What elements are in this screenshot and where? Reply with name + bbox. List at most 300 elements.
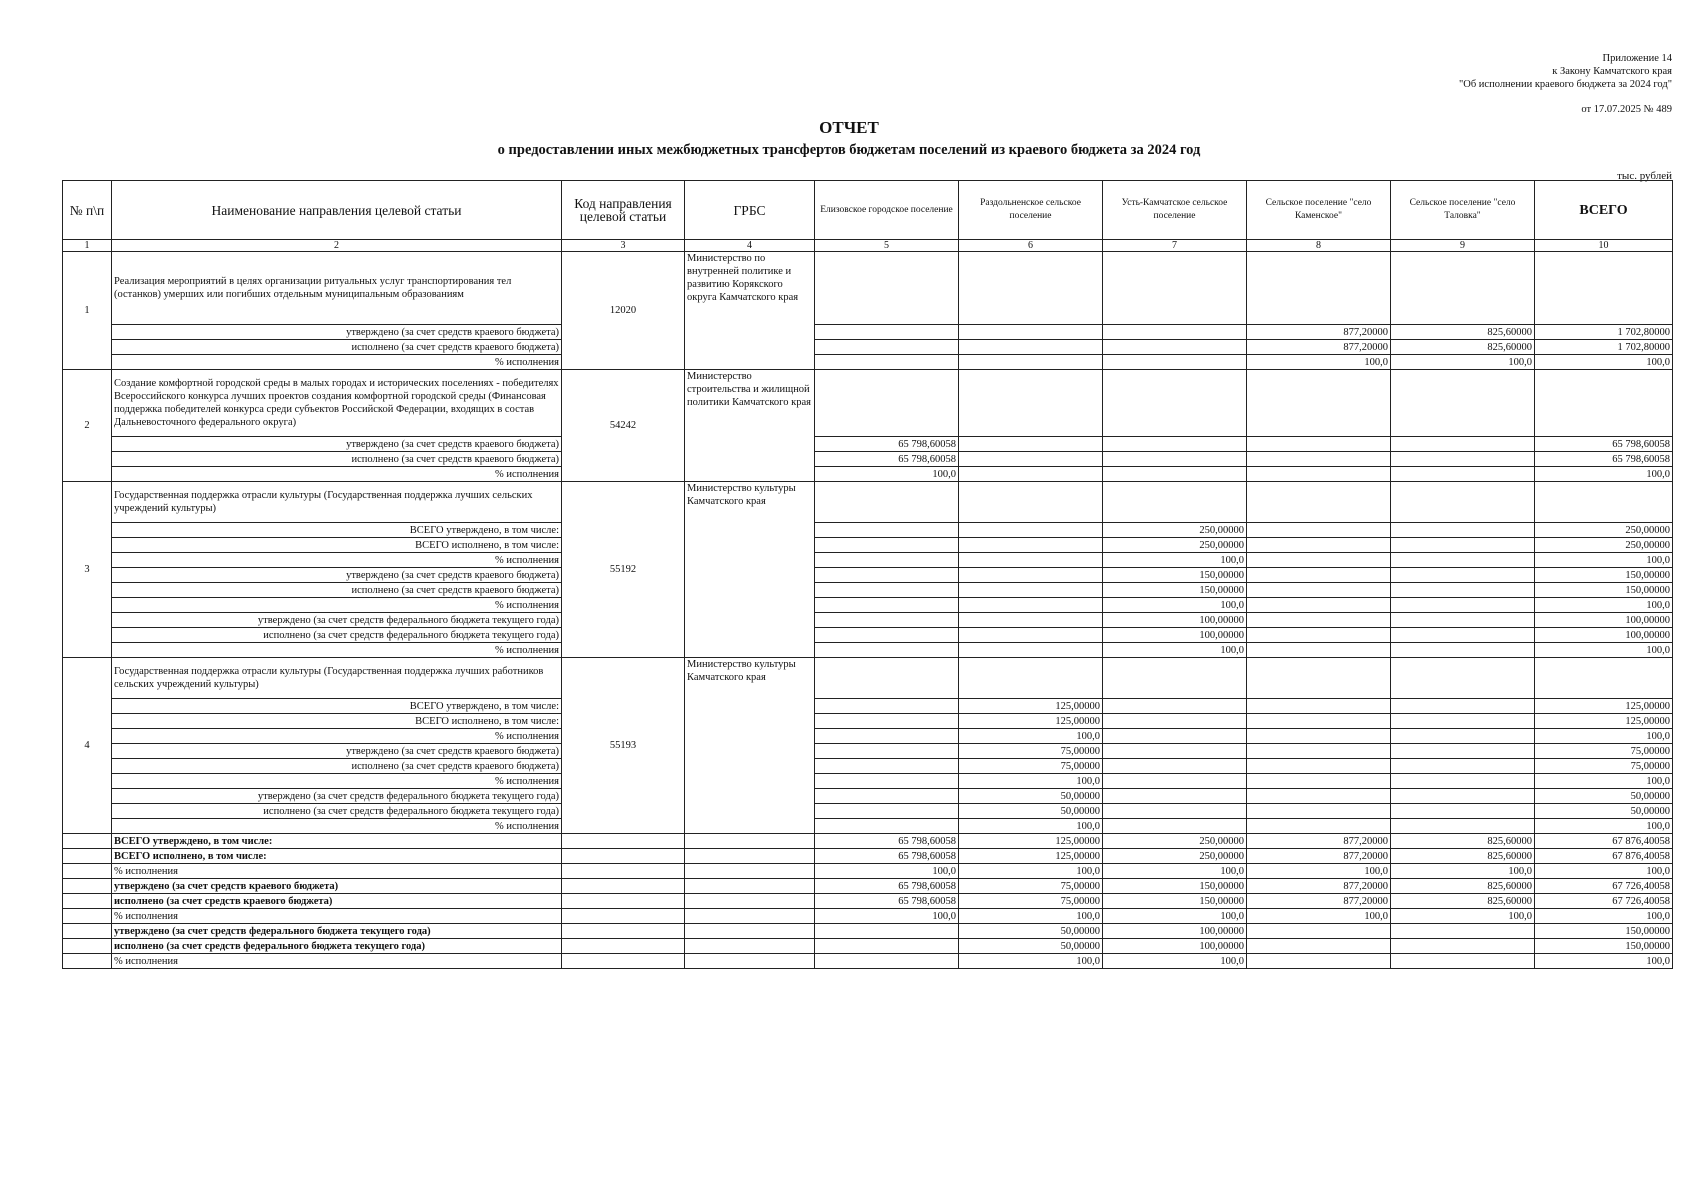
ust-kamchatsk-value: 100,0 bbox=[1103, 598, 1247, 613]
total-indicator: исполнено (за счет средств федерального бюджета текущего года) bbox=[112, 939, 562, 954]
razdolny-value bbox=[959, 437, 1103, 452]
razdolny-value: 50,00000 bbox=[959, 924, 1103, 939]
razdolny-value bbox=[959, 452, 1103, 467]
report-body bbox=[63, 252, 1673, 969]
total-value: 50,00000 bbox=[1535, 789, 1673, 804]
units-label: тыс. рублей bbox=[1617, 170, 1672, 182]
row-indicator: утверждено (за счет средств краевого бюджета) bbox=[112, 437, 562, 452]
elizovo-value bbox=[815, 628, 959, 643]
empty-cell bbox=[1535, 370, 1673, 437]
talovka-value: 100,0 bbox=[1391, 909, 1535, 924]
talovka-value bbox=[1391, 744, 1535, 759]
total-value: 1 702,80000 bbox=[1535, 325, 1673, 340]
ust-kamchatsk-value: 150,00000 bbox=[1103, 568, 1247, 583]
talovka-value bbox=[1391, 699, 1535, 714]
razdolny-value: 75,00000 bbox=[959, 744, 1103, 759]
table-row bbox=[63, 583, 1673, 598]
elizovo-value: 65 798,60058 bbox=[815, 879, 959, 894]
row-indicator: % исполнения bbox=[112, 819, 562, 834]
kamenskoye-value: 877,20000 bbox=[1247, 849, 1391, 864]
ust-kamchatsk-value: 100,0 bbox=[1103, 909, 1247, 924]
row-indicator: % исполнения bbox=[112, 774, 562, 789]
kamenskoye-value bbox=[1247, 568, 1391, 583]
table-row bbox=[63, 744, 1673, 759]
kamenskoye-value bbox=[1247, 729, 1391, 744]
kamenskoye-value: 877,20000 bbox=[1247, 340, 1391, 355]
total-value: 250,00000 bbox=[1535, 523, 1673, 538]
razdolny-value bbox=[959, 643, 1103, 658]
razdolny-value: 100,0 bbox=[959, 909, 1103, 924]
talovka-value: 825,60000 bbox=[1391, 834, 1535, 849]
annex-line: Приложение 14 bbox=[1602, 53, 1672, 64]
total-row bbox=[63, 879, 1673, 894]
ust-kamchatsk-value: 150,00000 bbox=[1103, 583, 1247, 598]
total-indicator: % исполнения bbox=[112, 864, 562, 879]
elizovo-value bbox=[815, 325, 959, 340]
talovka-value bbox=[1391, 538, 1535, 553]
total-value: 100,0 bbox=[1535, 864, 1673, 879]
column-number: 3 bbox=[562, 240, 685, 252]
talovka-value bbox=[1391, 954, 1535, 969]
section-row bbox=[63, 370, 1673, 437]
talovka-value bbox=[1391, 452, 1535, 467]
empty-cell bbox=[685, 834, 815, 849]
razdolny-value: 125,00000 bbox=[959, 699, 1103, 714]
empty-cell bbox=[562, 939, 685, 954]
ust-kamchatsk-value bbox=[1103, 467, 1247, 482]
razdolny-value: 100,0 bbox=[959, 774, 1103, 789]
total-row bbox=[63, 954, 1673, 969]
razdolny-value: 125,00000 bbox=[959, 714, 1103, 729]
razdolny-value: 100,0 bbox=[959, 954, 1103, 969]
total-value: 150,00000 bbox=[1535, 939, 1673, 954]
elizovo-value bbox=[815, 774, 959, 789]
ust-kamchatsk-value bbox=[1103, 714, 1247, 729]
elizovo-value: 100,0 bbox=[815, 864, 959, 879]
row-indicator: ВСЕГО исполнено, в том числе: bbox=[112, 538, 562, 553]
col-code-header: Код направления целевой статьи bbox=[562, 181, 685, 240]
razdolny-value bbox=[959, 538, 1103, 553]
kamenskoye-value bbox=[1247, 759, 1391, 774]
total-value: 150,00000 bbox=[1535, 924, 1673, 939]
total-value: 65 798,60058 bbox=[1535, 452, 1673, 467]
total-value: 67 876,40058 bbox=[1535, 849, 1673, 864]
razdolny-value bbox=[959, 340, 1103, 355]
total-indicator: % исполнения bbox=[112, 909, 562, 924]
elizovo-value bbox=[815, 789, 959, 804]
section-row bbox=[63, 482, 1673, 523]
column-number: 4 bbox=[685, 240, 815, 252]
empty-cell bbox=[1535, 252, 1673, 325]
table-row bbox=[63, 355, 1673, 370]
razdolny-value: 125,00000 bbox=[959, 834, 1103, 849]
section-row bbox=[63, 658, 1673, 699]
empty-cell bbox=[63, 909, 112, 924]
total-row bbox=[63, 939, 1673, 954]
kamenskoye-value bbox=[1247, 583, 1391, 598]
row-indicator: исполнено (за счет средств краевого бюджета) bbox=[112, 583, 562, 598]
column-number: 10 bbox=[1535, 240, 1673, 252]
talovka-value bbox=[1391, 598, 1535, 613]
talovka-value bbox=[1391, 759, 1535, 774]
total-value: 50,00000 bbox=[1535, 804, 1673, 819]
column-number: 8 bbox=[1247, 240, 1391, 252]
empty-cell bbox=[562, 864, 685, 879]
total-indicator: % исполнения bbox=[112, 954, 562, 969]
talovka-value: 825,60000 bbox=[1391, 340, 1535, 355]
kamenskoye-value bbox=[1247, 714, 1391, 729]
row-indicator: ВСЕГО утверждено, в том числе: bbox=[112, 523, 562, 538]
row-indicator: % исполнения bbox=[112, 643, 562, 658]
razdolny-value bbox=[959, 467, 1103, 482]
table-row bbox=[63, 325, 1673, 340]
total-value: 67 726,40058 bbox=[1535, 879, 1673, 894]
total-value: 100,0 bbox=[1535, 729, 1673, 744]
razdolny-value: 50,00000 bbox=[959, 939, 1103, 954]
table-row bbox=[63, 538, 1673, 553]
razdolny-value bbox=[959, 553, 1103, 568]
total-value: 125,00000 bbox=[1535, 714, 1673, 729]
total-value: 75,00000 bbox=[1535, 744, 1673, 759]
elizovo-value bbox=[815, 939, 959, 954]
razdolny-value: 75,00000 bbox=[959, 894, 1103, 909]
ust-kamchatsk-value: 100,0 bbox=[1103, 864, 1247, 879]
empty-cell bbox=[1247, 370, 1391, 437]
elizovo-value: 65 798,60058 bbox=[815, 849, 959, 864]
empty-cell bbox=[685, 924, 815, 939]
razdolny-value bbox=[959, 628, 1103, 643]
row-indicator: исполнено (за счет средств краевого бюджета) bbox=[112, 759, 562, 774]
empty-cell bbox=[63, 924, 112, 939]
razdolny-value bbox=[959, 583, 1103, 598]
ust-kamchatsk-value bbox=[1103, 729, 1247, 744]
elizovo-value bbox=[815, 804, 959, 819]
empty-cell bbox=[815, 370, 959, 437]
empty-cell bbox=[1391, 658, 1535, 699]
empty-cell bbox=[1103, 482, 1247, 523]
table-row bbox=[63, 819, 1673, 834]
razdolny-value bbox=[959, 355, 1103, 370]
kamenskoye-value bbox=[1247, 924, 1391, 939]
empty-cell bbox=[1103, 370, 1247, 437]
razdolny-value bbox=[959, 523, 1103, 538]
total-value: 100,00000 bbox=[1535, 613, 1673, 628]
table-row bbox=[63, 714, 1673, 729]
total-indicator: исполнено (за счет средств краевого бюджета) bbox=[112, 894, 562, 909]
section-number: 3 bbox=[63, 482, 112, 658]
elizovo-value bbox=[815, 613, 959, 628]
talovka-value bbox=[1391, 523, 1535, 538]
razdolny-value bbox=[959, 568, 1103, 583]
empty-cell bbox=[63, 939, 112, 954]
kamenskoye-value bbox=[1247, 538, 1391, 553]
ust-kamchatsk-value: 100,00000 bbox=[1103, 628, 1247, 643]
total-indicator: ВСЕГО утверждено, в том числе: bbox=[112, 834, 562, 849]
elizovo-value bbox=[815, 744, 959, 759]
total-value: 100,0 bbox=[1535, 909, 1673, 924]
empty-cell bbox=[1103, 252, 1247, 325]
razdolny-value: 75,00000 bbox=[959, 759, 1103, 774]
talovka-value bbox=[1391, 553, 1535, 568]
talovka-value: 100,0 bbox=[1391, 355, 1535, 370]
col-elizovo-header: Елизовское городское поселение bbox=[815, 181, 959, 240]
ust-kamchatsk-value: 250,00000 bbox=[1103, 849, 1247, 864]
empty-cell bbox=[562, 894, 685, 909]
kamenskoye-value: 877,20000 bbox=[1247, 894, 1391, 909]
kamenskoye-value bbox=[1247, 774, 1391, 789]
total-value: 1 702,80000 bbox=[1535, 340, 1673, 355]
row-indicator: ВСЕГО утверждено, в том числе: bbox=[112, 699, 562, 714]
elizovo-value: 100,0 bbox=[815, 467, 959, 482]
empty-cell bbox=[685, 954, 815, 969]
table-row bbox=[63, 729, 1673, 744]
kamenskoye-value bbox=[1247, 523, 1391, 538]
section-name: Государственная поддержка отрасли культуры (Государственная поддержка лучших работников сельских учреждений культуры) bbox=[112, 658, 562, 699]
col-kamenskoye-header: Сельское поселение "село Каменское" bbox=[1247, 181, 1391, 240]
kamenskoye-value bbox=[1247, 744, 1391, 759]
row-indicator: утверждено (за счет средств краевого бюджета) bbox=[112, 744, 562, 759]
empty-cell bbox=[1391, 482, 1535, 523]
table-row bbox=[63, 598, 1673, 613]
empty-cell bbox=[63, 834, 112, 849]
total-value: 150,00000 bbox=[1535, 568, 1673, 583]
row-indicator: исполнено (за счет средств краевого бюджета) bbox=[112, 452, 562, 467]
kamenskoye-value: 877,20000 bbox=[1247, 879, 1391, 894]
column-number: 1 bbox=[63, 240, 112, 252]
total-value: 250,00000 bbox=[1535, 538, 1673, 553]
kamenskoye-value bbox=[1247, 643, 1391, 658]
empty-cell bbox=[1391, 370, 1535, 437]
total-value: 150,00000 bbox=[1535, 583, 1673, 598]
elizovo-value bbox=[815, 759, 959, 774]
talovka-value: 825,60000 bbox=[1391, 849, 1535, 864]
report-table bbox=[62, 180, 1673, 969]
ust-kamchatsk-value bbox=[1103, 804, 1247, 819]
kamenskoye-value bbox=[1247, 954, 1391, 969]
total-value: 100,0 bbox=[1535, 954, 1673, 969]
empty-cell bbox=[815, 658, 959, 699]
total-value: 100,0 bbox=[1535, 774, 1673, 789]
total-value: 100,0 bbox=[1535, 819, 1673, 834]
kamenskoye-value bbox=[1247, 598, 1391, 613]
ust-kamchatsk-value: 100,00000 bbox=[1103, 939, 1247, 954]
total-row bbox=[63, 924, 1673, 939]
row-indicator: исполнено (за счет средств федерального бюджета текущего года) bbox=[112, 804, 562, 819]
talovka-value: 100,0 bbox=[1391, 864, 1535, 879]
empty-cell bbox=[815, 482, 959, 523]
kamenskoye-value: 100,0 bbox=[1247, 864, 1391, 879]
empty-cell bbox=[562, 954, 685, 969]
total-value: 67 726,40058 bbox=[1535, 894, 1673, 909]
elizovo-value bbox=[815, 598, 959, 613]
col-grbs-header: ГРБС bbox=[685, 181, 815, 240]
section-number: 4 bbox=[63, 658, 112, 834]
talovka-value: 825,60000 bbox=[1391, 879, 1535, 894]
ust-kamchatsk-value bbox=[1103, 699, 1247, 714]
elizovo-value: 65 798,60058 bbox=[815, 437, 959, 452]
total-indicator: ВСЕГО исполнено, в том числе: bbox=[112, 849, 562, 864]
talovka-value bbox=[1391, 628, 1535, 643]
section-row bbox=[63, 252, 1673, 325]
table-row bbox=[63, 568, 1673, 583]
empty-cell bbox=[562, 849, 685, 864]
talovka-value bbox=[1391, 437, 1535, 452]
empty-cell bbox=[562, 879, 685, 894]
ust-kamchatsk-value bbox=[1103, 774, 1247, 789]
kamenskoye-value bbox=[1247, 628, 1391, 643]
total-row bbox=[63, 864, 1673, 879]
elizovo-value bbox=[815, 583, 959, 598]
elizovo-value bbox=[815, 355, 959, 370]
row-indicator: % исполнения bbox=[112, 553, 562, 568]
ust-kamchatsk-value: 250,00000 bbox=[1103, 538, 1247, 553]
ust-kamchatsk-value: 250,00000 bbox=[1103, 523, 1247, 538]
table-row bbox=[63, 789, 1673, 804]
empty-cell bbox=[1247, 252, 1391, 325]
elizovo-value bbox=[815, 643, 959, 658]
empty-cell bbox=[1391, 252, 1535, 325]
row-indicator: исполнено (за счет средств краевого бюджета) bbox=[112, 340, 562, 355]
row-indicator: % исполнения bbox=[112, 467, 562, 482]
empty-cell bbox=[685, 894, 815, 909]
col-total-header: ВСЕГО bbox=[1535, 181, 1673, 240]
elizovo-value bbox=[815, 523, 959, 538]
empty-cell bbox=[63, 864, 112, 879]
empty-cell bbox=[1103, 658, 1247, 699]
kamenskoye-value bbox=[1247, 699, 1391, 714]
ust-kamchatsk-value bbox=[1103, 759, 1247, 774]
razdolny-value bbox=[959, 613, 1103, 628]
col-razdolny-header: Раздольненское сельское поселение bbox=[959, 181, 1103, 240]
ust-kamchatsk-value bbox=[1103, 452, 1247, 467]
kamenskoye-value bbox=[1247, 467, 1391, 482]
column-number: 9 bbox=[1391, 240, 1535, 252]
elizovo-value bbox=[815, 954, 959, 969]
razdolny-value: 100,0 bbox=[959, 819, 1103, 834]
report-title: ОТЧЕТ bbox=[819, 118, 879, 137]
razdolny-value bbox=[959, 598, 1103, 613]
empty-cell bbox=[63, 894, 112, 909]
row-indicator: % исполнения bbox=[112, 729, 562, 744]
empty-cell bbox=[1535, 658, 1673, 699]
table-row bbox=[63, 759, 1673, 774]
section-code: 12020 bbox=[562, 252, 685, 370]
empty-cell bbox=[1247, 658, 1391, 699]
talovka-value bbox=[1391, 924, 1535, 939]
ust-kamchatsk-value bbox=[1103, 325, 1247, 340]
ust-kamchatsk-value bbox=[1103, 819, 1247, 834]
row-indicator: ВСЕГО исполнено, в том числе: bbox=[112, 714, 562, 729]
empty-cell bbox=[685, 879, 815, 894]
kamenskoye-value bbox=[1247, 553, 1391, 568]
column-number-row bbox=[63, 240, 1673, 252]
empty-cell bbox=[1535, 482, 1673, 523]
kamenskoye-value: 877,20000 bbox=[1247, 834, 1391, 849]
section-grbs: Министерство культуры Камчатского края bbox=[685, 482, 815, 658]
section-name: Государственная поддержка отрасли культуры (Государственная поддержка лучших сельских учреждений культуры) bbox=[112, 482, 562, 523]
ust-kamchatsk-value: 100,0 bbox=[1103, 643, 1247, 658]
annex-line: "Об исполнении краевого бюджета за 2024 год" bbox=[1458, 79, 1672, 90]
column-number: 7 bbox=[1103, 240, 1247, 252]
table-row bbox=[63, 643, 1673, 658]
razdolny-value: 50,00000 bbox=[959, 789, 1103, 804]
talovka-value: 825,60000 bbox=[1391, 325, 1535, 340]
table-row bbox=[63, 452, 1673, 467]
total-indicator: утверждено (за счет средств краевого бюджета) bbox=[112, 879, 562, 894]
total-value: 100,0 bbox=[1535, 553, 1673, 568]
total-row bbox=[63, 834, 1673, 849]
elizovo-value bbox=[815, 340, 959, 355]
elizovo-value: 65 798,60058 bbox=[815, 834, 959, 849]
col-talovka-header: Сельское поселение "село Таловка" bbox=[1391, 181, 1535, 240]
table-row bbox=[63, 553, 1673, 568]
razdolny-value: 50,00000 bbox=[959, 804, 1103, 819]
total-indicator: утверждено (за счет средств федерального бюджета текущего года) bbox=[112, 924, 562, 939]
razdolny-value: 75,00000 bbox=[959, 879, 1103, 894]
empty-cell bbox=[815, 252, 959, 325]
row-indicator: исполнено (за счет средств федерального бюджета текущего года) bbox=[112, 628, 562, 643]
ust-kamchatsk-value: 250,00000 bbox=[1103, 834, 1247, 849]
elizovo-value bbox=[815, 568, 959, 583]
table-row bbox=[63, 340, 1673, 355]
ust-kamchatsk-value: 100,00000 bbox=[1103, 924, 1247, 939]
header-row bbox=[63, 181, 1673, 240]
row-indicator: утверждено (за счет средств федерального бюджета текущего года) bbox=[112, 789, 562, 804]
section-grbs: Министерство по внутренней политике и развитию Корякского округа Камчатского края bbox=[685, 252, 815, 370]
annex-line: к Закону Камчатского края bbox=[1552, 66, 1672, 77]
empty-cell bbox=[685, 864, 815, 879]
talovka-value: 825,60000 bbox=[1391, 894, 1535, 909]
talovka-value bbox=[1391, 804, 1535, 819]
kamenskoye-value bbox=[1247, 819, 1391, 834]
table-row bbox=[63, 437, 1673, 452]
elizovo-value: 100,0 bbox=[815, 909, 959, 924]
elizovo-value bbox=[815, 538, 959, 553]
talovka-value bbox=[1391, 714, 1535, 729]
section-name: Реализация мероприятий в целях организации ритуальных услуг транспортирования тел (останков) умерших или погибших отдельным муниципальным образованиям bbox=[112, 252, 562, 325]
empty-cell bbox=[562, 924, 685, 939]
talovka-value bbox=[1391, 939, 1535, 954]
table-row bbox=[63, 523, 1673, 538]
ust-kamchatsk-value bbox=[1103, 789, 1247, 804]
razdolny-value bbox=[959, 325, 1103, 340]
talovka-value bbox=[1391, 467, 1535, 482]
ust-kamchatsk-value: 150,00000 bbox=[1103, 894, 1247, 909]
total-value: 100,0 bbox=[1535, 598, 1673, 613]
section-code: 54242 bbox=[562, 370, 685, 482]
section-name: Создание комфортной городской среды в малых городах и исторических поселениях - победителях Всероссийского конкурса лучших проектов создания комфортной городской среды (Финансовая поддержка победителей конкурса среди субъектов Российской Федерации, входящих в состав Дальневосточного федерального округа) bbox=[112, 370, 562, 437]
ust-kamchatsk-value bbox=[1103, 437, 1247, 452]
empty-cell bbox=[562, 909, 685, 924]
total-value: 100,0 bbox=[1535, 643, 1673, 658]
row-indicator: утверждено (за счет средств федерального бюджета текущего года) bbox=[112, 613, 562, 628]
ust-kamchatsk-value: 100,0 bbox=[1103, 954, 1247, 969]
ust-kamchatsk-value: 150,00000 bbox=[1103, 879, 1247, 894]
total-value: 75,00000 bbox=[1535, 759, 1673, 774]
empty-cell bbox=[63, 954, 112, 969]
empty-cell bbox=[63, 849, 112, 864]
empty-cell bbox=[685, 909, 815, 924]
column-number: 6 bbox=[959, 240, 1103, 252]
talovka-value bbox=[1391, 819, 1535, 834]
table-row bbox=[63, 628, 1673, 643]
kamenskoye-value bbox=[1247, 452, 1391, 467]
section-number: 2 bbox=[63, 370, 112, 482]
elizovo-value: 65 798,60058 bbox=[815, 894, 959, 909]
col-name-header: Наименование направления целевой статьи bbox=[112, 181, 562, 240]
total-row bbox=[63, 894, 1673, 909]
table-row bbox=[63, 804, 1673, 819]
